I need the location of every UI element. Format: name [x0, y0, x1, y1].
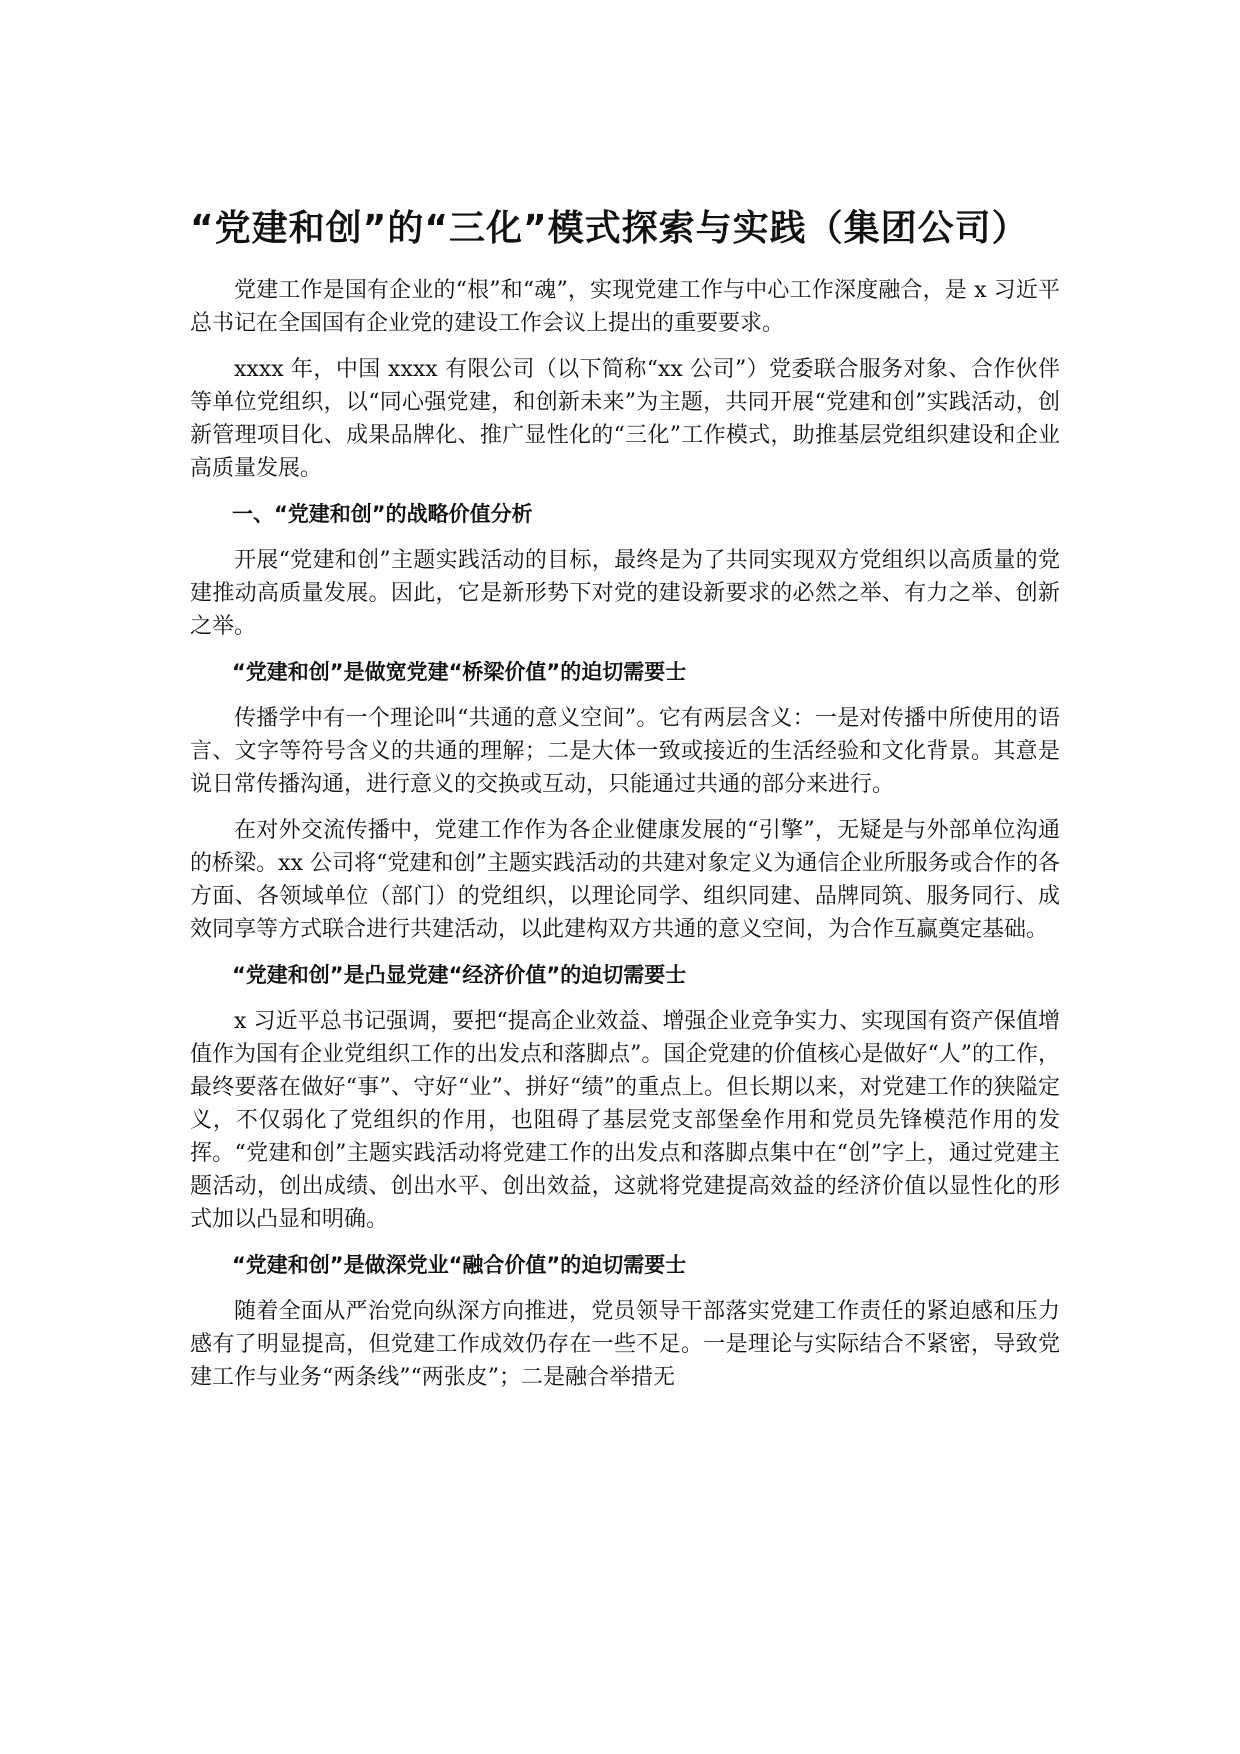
paragraph: 党建工作是国有企业的“根”和“魂”，实现党建工作与中心工作深度融合，是 x 习近平总书记在全国国有企业党的建设工作会议上提出的重要要求。: [190, 278, 1060, 336]
document-page: [190, 200, 1060, 1407]
paragraph: xxxx 年，中国 xxxx 有限公司（以下简称“xx 公司”）党委联合服务对象、合作伙伴等单位党组织，以“同心强党建，和创新未来”为主题，共同开展“党建和创”实践活动，创新管理项目化、成果品牌化、推广显性化的“三化”工作模式，助推基层党组织建设和企业高质量发展。: [190, 357, 1060, 481]
paragraph: x 习近平总书记强调，要把“提高企业效益、增强企业竞争实力、实现国有资产保值增值作为国有企业党组织工作的出发点和落脚点”。国企党建的价值核心是做好“人”的工作，最终要落在做好“事”、守好“业”、拼好“绩”的重点上。但长期以来，对党建工作的狭隘定义，不仅弱化了党组织的作用，也阻碍了基层党支部堡垒作用和党员先锋模范作用的发挥。“党建和创”主题实践活动将党建工作的出发点和落脚点集中在“创”字上，通过党建主题活动，创出成绩、创出水平、创出效益，这就将党建提高效益的经济价值以显性化的形式加以凸显和明确。: [190, 1009, 1060, 1232]
paragraph: 在对外交流传播中，党建工作作为各企业健康发展的“引擎”，无疑是与外部单位沟通的桥梁。xx 公司将“党建和创”主题实践活动的共建对象定义为通信企业所服务或合作的各方面、各领域单位（部门）的党组织，以理论同学、组织同建、品牌同筑、服务同行、成效同享等方式联合进行共建活动，以此建构双方共通的意义空间，为合作互赢奠定基础。: [190, 818, 1060, 942]
paragraph: 传播学中有一个理论叫“共通的意义空间”。它有两层含义：一是对传播中所使用的语言、文字等符号含义的共通的理解；二是大体一致或接近的生活经验和文化背景。其意是说日常传播沟通，进行意义的交换或互动，只能通过共通的部分来进行。: [190, 706, 1060, 797]
paragraph: 随着全面从严治党向纵深方向推进，党员领导干部落实党建工作责任的紧迫感和压力感有了明显提高，但党建工作成效仍存在一些不足。一是理论与实际结合不紧密，导致党建工作与业务“两条线”“两张皮”；二是融合举措无: [190, 1299, 1060, 1390]
paragraph: 开展“党建和创”主题实践活动的目标，最终是为了共同实现双方党组织以高质量的党建推动高质量发展。因此，它是新形势下对党的建设新要求的必然之举、有力之举、创新之举。: [190, 548, 1060, 639]
document-title: “党建和创”的“三化”模式探索与实践（集团公司）: [190, 208, 1029, 249]
section-heading: “党建和创”是凸显党建“经济价值”的迫切需要士: [232, 963, 687, 987]
section-heading: 一、“党建和创”的战略价值分析: [232, 502, 533, 526]
section-heading: “党建和创”是做深党业“融合价值”的迫切需要士: [232, 1253, 687, 1277]
document-body: [190, 274, 1060, 1394]
section-heading: “党建和创”是做宽党建“桥梁价值”的迫切需要士: [232, 660, 687, 684]
